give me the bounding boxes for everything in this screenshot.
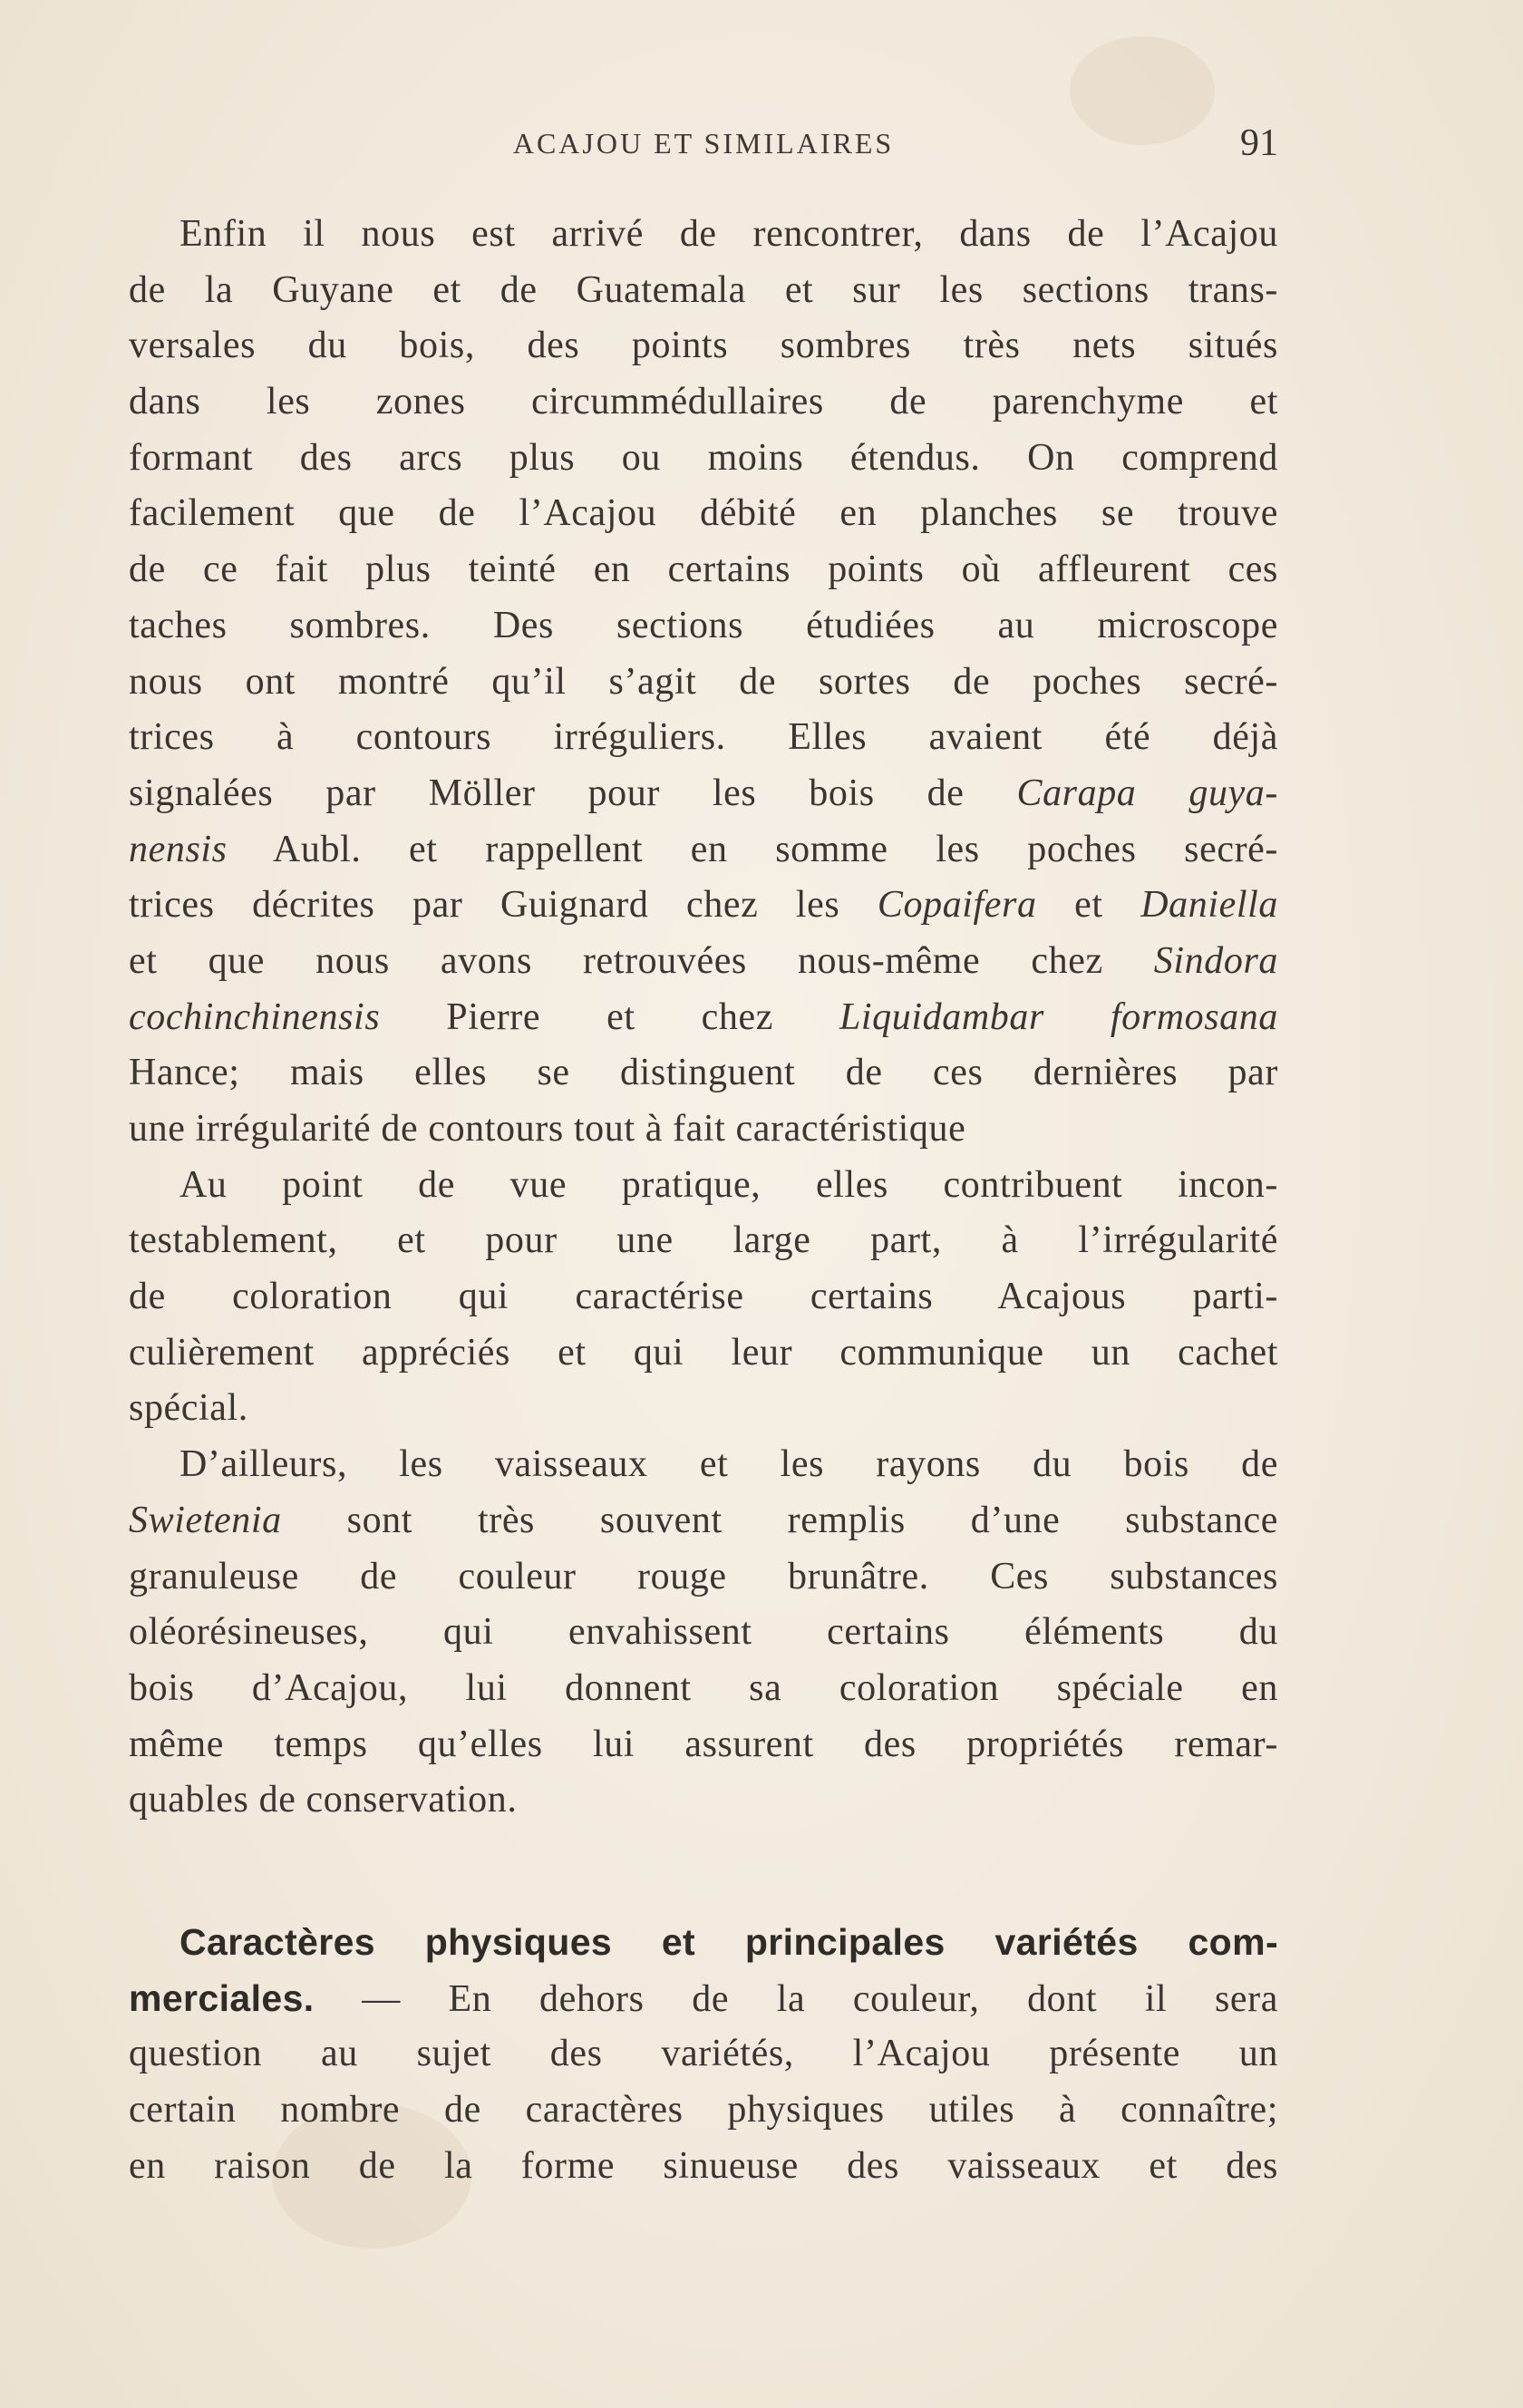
text-line xyxy=(129,822,1278,879)
text-segment: Aubl. et rappellent en somme les poches secré- xyxy=(227,828,1278,870)
text-line: Hance; mais elles se distinguent de ces dernières par xyxy=(129,1052,1278,1094)
text-segment: signalées par Möller pour les bois de xyxy=(129,772,1017,814)
text-line: de la Guyane et de Guatemala et sur les sections trans- xyxy=(129,268,1278,311)
text-line: de ce fait plus teinté en certains points où affleurent ces xyxy=(129,549,1278,591)
text-line: Au point de vue pratique, elles contribuent incon- xyxy=(179,1163,1278,1206)
text-line: en raison de la forme sinueuse des vaisseaux et des xyxy=(129,2144,1278,2187)
text-line: même temps qu’elles lui assurent des propriétés remar- xyxy=(129,1723,1278,1765)
text-line xyxy=(129,990,1278,1046)
text-line: testablement, et pour une large part, à l’irrégularité xyxy=(129,1219,1278,1262)
text-line: une irrégularité de contours tout à fait caractéristique xyxy=(129,1108,966,1150)
text-line: de coloration qui caractérise certains Acajous parti- xyxy=(129,1276,1278,1318)
text-segment: — En dehors de la couleur, dont il sera xyxy=(314,1977,1278,2020)
text-line: trices à contours irréguliers. Elles avaient été déjà xyxy=(129,716,1278,759)
text-line: Enfin il nous est arrivé de rencontrer, dans de l’Acajou xyxy=(179,213,1278,255)
page-header xyxy=(129,116,1278,180)
text-line xyxy=(129,1971,1278,2027)
text-line: quables de conservation. xyxy=(129,1779,518,1821)
section-heading: Caractères physiques et principales variétés com- xyxy=(179,1920,1278,1963)
text-line xyxy=(129,1493,1278,1549)
page-number: 91 xyxy=(1240,122,1278,164)
text-line: formant des arcs plus ou moins étendus. On comprend xyxy=(129,436,1278,479)
text-line: granuleuse de couleur rouge brunâtre. Ces substances xyxy=(129,1555,1278,1597)
text-line: dans les zones circummédullaires de parenchyme et xyxy=(129,381,1278,423)
text-line: culièrement appréciés et qui leur communique un cachet xyxy=(129,1331,1278,1374)
text-line: certain nombre de caractères physiques utiles à connaître; xyxy=(129,2089,1278,2131)
text-line: taches sombres. Des sections étudiées au microscope xyxy=(129,604,1278,646)
italic-term: nensis xyxy=(129,828,228,870)
italic-term: Sindora xyxy=(1153,939,1278,982)
body-text xyxy=(129,207,1278,2194)
text-line xyxy=(129,934,1278,990)
text-line: spécial. xyxy=(129,1387,248,1430)
italic-term: Daniella xyxy=(1140,884,1278,927)
text-line: D’ailleurs, les vaisseaux et les rayons du bois de xyxy=(179,1443,1278,1486)
text-segment: et que nous avons retrouvées nous-même chez xyxy=(129,939,1154,982)
italic-term: Swietenia xyxy=(129,1499,282,1541)
text-line: bois d’Acajou, lui donnent sa coloration spéciale en xyxy=(129,1666,1278,1709)
text-segment: trices décrites par Guignard chez les xyxy=(129,884,878,927)
italic-term: Copaifera xyxy=(877,884,1037,927)
section-spacer xyxy=(129,1829,1278,1915)
running-title: ACAJOU ET SIMILAIRES xyxy=(512,127,895,160)
text-line xyxy=(129,766,1278,822)
text-segment: Pierre et chez xyxy=(380,995,839,1038)
text-line: oléorésineuses, qui envahissent certains éléments du xyxy=(129,1611,1278,1654)
italic-term: Liquidambar formosana xyxy=(839,995,1278,1038)
text-line: nous ont montré qu’il s’agit de sortes de poches secré- xyxy=(129,660,1278,703)
text-line: facilement que de l’Acajou débité en planches se trouve xyxy=(129,492,1278,535)
italic-term: cochinchinensis xyxy=(129,995,381,1038)
italic-term: Carapa guya- xyxy=(1016,772,1278,814)
text-segment: et xyxy=(1036,884,1141,927)
text-line xyxy=(129,878,1278,934)
section-heading-end: merciales. xyxy=(129,1976,315,2019)
text-line: versales du bois, des points sombres très nets situés xyxy=(129,325,1278,367)
text-segment: sont très souvent remplis d’une substance xyxy=(281,1499,1278,1541)
text-line: question au sujet des variétés, l’Acajou présente un xyxy=(129,2033,1278,2075)
